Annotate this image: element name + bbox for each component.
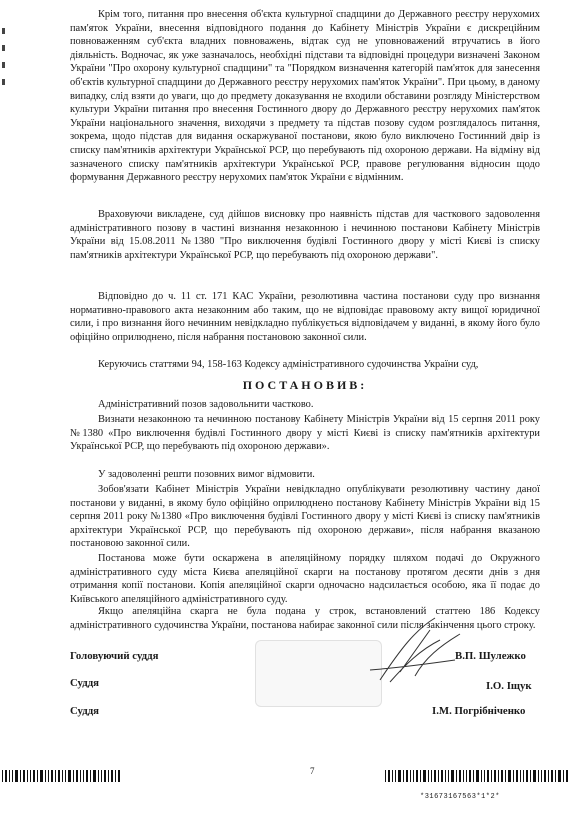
binding-marks xyxy=(2,28,8,96)
paragraph-10: Якщо апеляційна скарга не була подана у строк, встановлений статтею 186 Кодексу адміністративного судочинства України, постанова набирає законної сили після закінчення цього строку. xyxy=(70,606,540,631)
paragraph-4: Керуючись статтями 94, 158-163 Кодексу адміністративного судочинства України суд, xyxy=(98,359,479,370)
signature-name-3: І.М. Погрібніченко xyxy=(432,705,526,717)
signature-scribble xyxy=(360,610,470,690)
page-number: 7 xyxy=(310,766,315,776)
paragraph-7: У задоволенні решти позовних вимог відмовити. xyxy=(98,469,315,480)
signature-role-2: Суддя xyxy=(70,677,100,689)
ruling-heading: ПОСТАНОВИВ: xyxy=(242,378,368,392)
paragraph-3: Відповідно до ч. 11 ст. 171 КАС України, резолютивна частина постанови суду про визнання нормативно-правового акта незаконним або таким, що не відповідає правовому акту вищої юридичної сили, і про визнання його нечинним невідкладно публікується відповідачем у виданні, в якому його було офіційно оприлюднено, після набрання постановою законної сили. xyxy=(70,291,540,343)
signature-name-2: І.О. Іщук xyxy=(486,680,532,692)
paragraph-6: Визнати незаконною та нечинною постанову Кабінету Міністрів України від 15 серпня 2011 року №1380 «Про виключення будівлі Гостинного двору у місті Києві із списку пам'ятників архітектури Української РСР, що перебувають під охороною держави». xyxy=(70,414,540,453)
signature-role-1: Головуючий суддя xyxy=(70,650,159,662)
barcode-left xyxy=(2,770,122,782)
paragraph-8: Зобов'язати Кабінет Міністрів України невідкладно опублікувати резолютивну частину даної постанови у виданні, в якому було офіційно оприлюднено постанову Кабінету Міністрів України від 15 серпня 2011 року №1380 «Про виключення будівлі Гостинного двору у місті Києві із списку пам'ятників архітектури Української РСР, що перебувають під охороною держави», після набрання вказаною постановою законної сили. xyxy=(70,484,540,550)
paragraph-1: Крім того, питання про внесення об'єкта культурної спадщини до Державного реєстру нерухомих пам'яток України, внесення відповідного подання до Кабінету Міністрів України є дискреційним повноваженням суб'єкта владних повноважень, відтак суд не уповноважений втручатись в його діяльність. Водночас, як уже зазначалось, необхідні підстави та відповідні процедури визначені Законом України "Про охорону культурної спадщини" та "Порядком визначення категорій пам'яток для занесення об'єктів культурної спадщини до Державного реєстру нерухомих пам'яток України". При цьому, в даному випадку, слід взяти до уваги, що до предмету доказування не входили обставини розгляду Міністерством культури України питання про внесення Гостинного двору до Державного реєстру нерухомих пам'яток України національного значення, виходячи з предмету та підстав позову судом розглядалось питання, зокрема, щодо підстав для видання оскаржуваної постанови, якою було виключено Гостинний двір із списку пам'ятників архітектури Української РСР, що перебувають під охороною держави. На відміну від зазначеного списку пам'ятників архітектури Української РСР, правове регулювання відносин щодо формування Державного реєстру нерухомих пам'яток України є відмінним. xyxy=(70,9,540,184)
signature-name-1: В.П. Шулежко xyxy=(455,650,526,662)
paragraph-5: Адміністративний позов задовольнити частково. xyxy=(98,399,314,410)
barcode-number: *31673167563*1*2* xyxy=(420,793,500,801)
paragraph-2: Враховуючи викладене, суд дійшов висновку про наявність підстав для часткового задоволення адміністративного позову в частині визнання незаконною і нечинною постанови Кабінету Міністрів України від 15.08.2011 №1380 "Про виключення будівлі Гостинного двору у місті Києві із списку пам'ятників архітектури Української РСР, що перебувають під охороною держави". xyxy=(70,209,540,261)
signature-role-3: Суддя xyxy=(70,705,100,717)
barcode-right xyxy=(385,770,570,782)
paragraph-9: Постанова може бути оскаржена в апеляційному порядку шляхом подачі до Окружного адміністративного суду міста Києва апеляційної скарги на постанову протягом десяти днів з дня отримання копії постанови. Копія апеляційної скарги одночасно надсилається особою, яка її подає до Київського апеляційного адміністративного суду. xyxy=(70,553,540,605)
